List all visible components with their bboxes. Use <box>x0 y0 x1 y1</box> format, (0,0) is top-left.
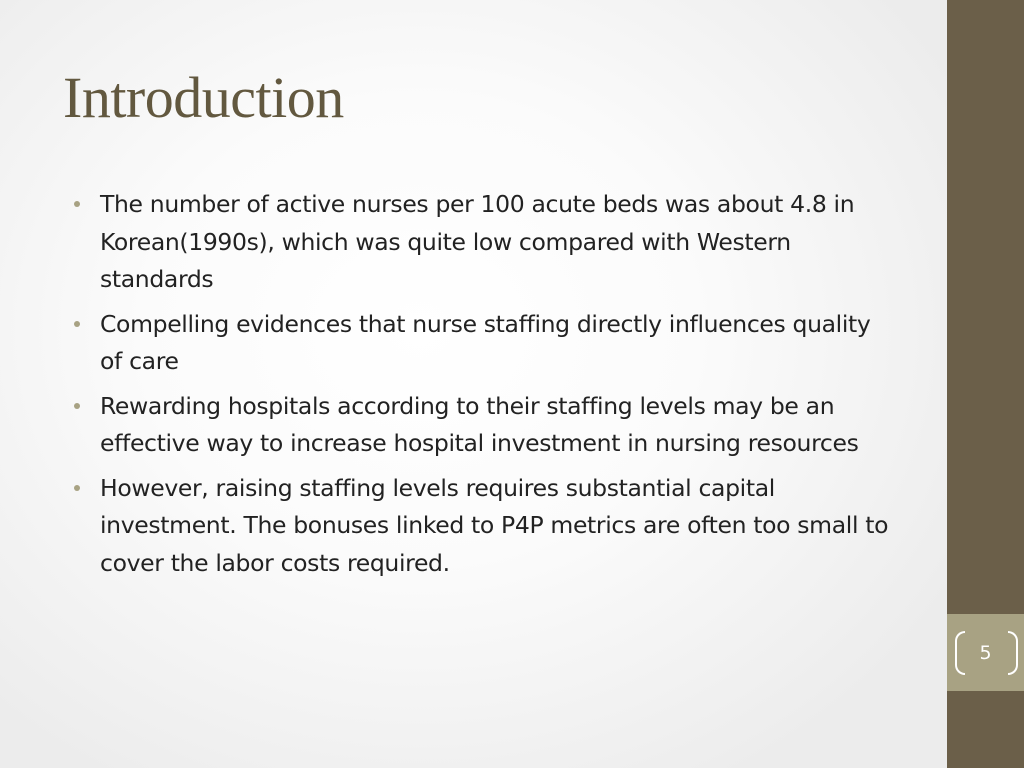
bullet-list <box>100 186 890 589</box>
bullet-item: Compelling evidences that nurse staffing directly influences quality of care <box>100 306 890 381</box>
page-number: 5 <box>979 642 992 664</box>
bullet-item: The number of active nurses per 100 acute beds was about 4.8 in Korean(1990s), which was quite low compared with Western standards <box>100 186 890 299</box>
right-bracket-icon <box>1008 631 1018 675</box>
page-number-box <box>947 614 1024 691</box>
bullet-item: Rewarding hospitals according to their staffing levels may be an effective way to increase hospital investment in nursing resources <box>100 388 890 463</box>
bullet-item: However, raising staffing levels requires substantial capital investment. The bonuses linked to P4P metrics are often too small to cover the labor costs required. <box>100 470 890 583</box>
slide-title: Introduction <box>63 65 344 130</box>
